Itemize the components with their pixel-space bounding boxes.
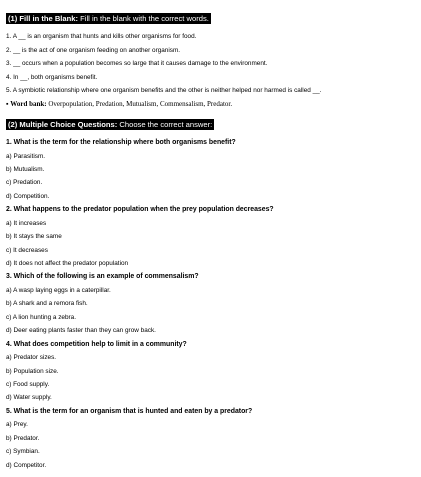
question-block	[6, 338, 418, 405]
question-block	[6, 136, 418, 203]
section1-header	[6, 13, 211, 24]
bullet-icon: ▪	[6, 99, 9, 108]
answer-option: a) Predator sizes.	[6, 354, 57, 362]
answer-option: b) A shark and a remora fish.	[6, 300, 88, 308]
answer-option: a) Parasitism.	[6, 152, 46, 160]
question-block	[6, 203, 418, 270]
section2-header-title: (2) Multiple Choice Questions:	[8, 120, 118, 129]
section1-header-title: (1) Fill in the Blank:	[8, 14, 79, 23]
answer-option: a) Prey.	[6, 421, 28, 429]
answer-option: c) It decreases	[6, 246, 48, 254]
answer-option: d) Water supply.	[6, 394, 52, 402]
word-bank-label: Word bank:	[10, 99, 47, 108]
fill-item-4: 4. In __, both organisms benefit.	[6, 73, 98, 81]
answer-option: b) It stays the same	[6, 233, 62, 241]
answer-option: a) A wasp laying eggs in a caterpillar.	[6, 287, 111, 295]
answer-option: d) Deer eating plants faster than they can grow back.	[6, 327, 156, 335]
answer-option: c) Food supply.	[6, 381, 50, 389]
answer-option: b) Mutualism.	[6, 166, 45, 173]
question-text: 5. What is the term for an organism that is hunted and eaten by a predator?	[6, 407, 253, 415]
answer-option: c) A lion hunting a zebra.	[6, 313, 76, 321]
answer-option: b) Predator.	[6, 434, 40, 442]
question-text: 1. What is the term for the relationship where both organisms benefit?	[6, 139, 236, 146]
answer-option: a) It increases	[6, 219, 47, 227]
section1-header-instruction: Fill in the blank with the correct words.	[78, 14, 209, 23]
word-bank-words: Overpopulation, Predation, Mutualism, Commensalism, Predator.	[46, 99, 233, 108]
question-block	[6, 270, 418, 337]
question-text: 3. Which of the following is an example of commensalism?	[6, 273, 199, 281]
word-bank	[6, 98, 418, 112]
answer-option: b) Population size.	[6, 367, 59, 375]
answer-option: c) Predation.	[6, 179, 43, 187]
section2-header-instruction: Choose the correct answer:	[117, 120, 213, 129]
fill-item-2: 2. __ is the act of one organism feeding on another organism.	[6, 46, 181, 54]
fill-item-5: 5. A symbiotic relationship where one organism benefits and the other is neither helped nor harmed is called __.	[6, 87, 322, 94]
section-multiple-choice	[6, 114, 418, 472]
fill-item-1: 1. A __ is an organism that hunts and kills other organisms for food.	[6, 33, 197, 40]
answer-option: c) Symbian.	[6, 448, 40, 456]
worksheet-page	[6, 8, 418, 472]
question-text: 4. What does competition help to limit in a community?	[6, 340, 187, 348]
answer-option: d) Competition.	[6, 192, 50, 200]
answer-option: d) It does not affect the predator population	[6, 260, 129, 268]
question-text: 2. What happens to the predator population when the prey population decreases?	[6, 206, 274, 214]
fill-item-3: 3. __ occurs when a population becomes so large that it causes damage to the environment.	[6, 60, 268, 67]
answer-option: d) Competitor.	[6, 461, 47, 469]
question-block	[6, 405, 418, 472]
section2-header	[6, 119, 214, 130]
section-fill-in-blank	[6, 8, 418, 111]
